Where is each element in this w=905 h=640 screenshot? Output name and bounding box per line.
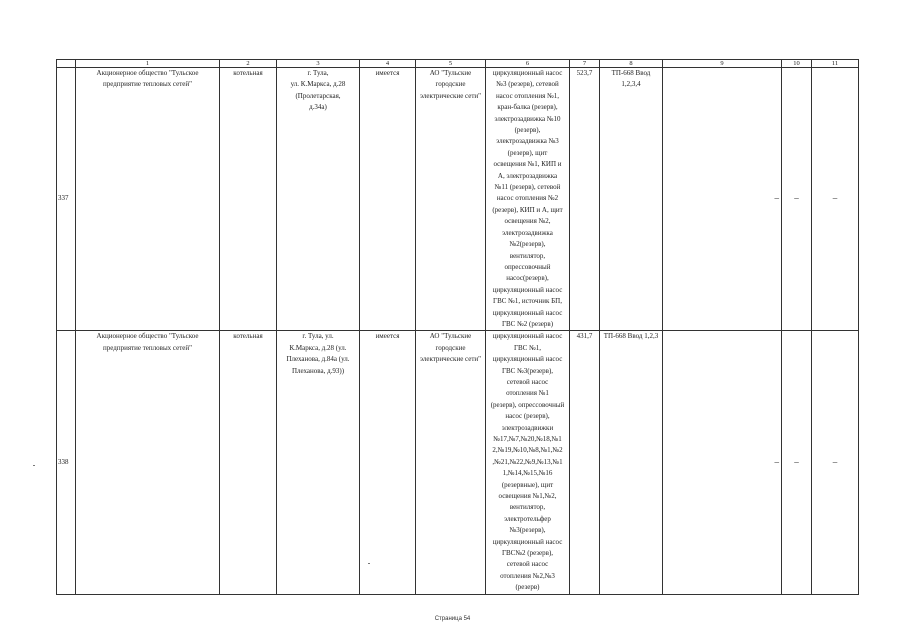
organization-cell: Акционерное общество "Тульское предприятие тепловых сетей" (76, 331, 220, 594)
object-type-cell: котельная (220, 331, 277, 594)
scan-speck (368, 563, 370, 564)
substation-cell: ТП-668 Ввод 1,2,3,4 (600, 68, 663, 331)
availability-cell: имеется (360, 331, 416, 594)
supplier-cell: АО "Тульские городские электрические сети" (416, 68, 486, 331)
equipment-cell: циркуляционный насос ГВС №1, циркуляционный насос ГВС №3(резерв), сетевой насос отопления №1 (резерв), опрессовочный насос (резерв), электрозадвижки №17,№7,№20,№18,№1 2,№19,№10,№8,№1,№2 ,№21,№22,№9,№13,№1 1,№14,№15,№16 (резервные), щит освещения №1,№2, вентилятор, электротельфер №3(резерв), циркуляционный насос ГВС№2 (резерв), сетевой насос отопления №2,№3 (резерв) (486, 331, 570, 594)
header-cell: 8 (600, 60, 663, 68)
address-cell: г. Тула, ул. К.Маркса, д.28 (ул. Плеханова, д.84а (ул. Плеханова, д.93)) (277, 331, 360, 594)
col11-cell: – (812, 68, 859, 331)
substation-cell: ТП-668 Ввод 1,2,3 (600, 331, 663, 594)
power-cell: 523,7 (570, 68, 600, 331)
header-cell: 3 (277, 60, 360, 68)
row-index: 337 (57, 68, 76, 331)
equipment-cell: циркуляционный насос №3 (резерв), сетевой насос отопления №1, кран-балка (резерв), электрозадвижка №10 (резерв), электрозадвижка №3 (резерв), щит освещения №1, КИП и А, электрозадвижка №11 (резерв), сетевой насос отопления №2 (резерв), КИП и А, щит освещения №2, электрозадвижка №2(резерв), вентилятор, опрессовочный насос(резерв), циркуляционный насос ГВС №1, источник БП, циркуляционный насос ГВС №2 (резерв) (486, 68, 570, 331)
header-cell: 1 (76, 60, 220, 68)
header-cell: 2 (220, 60, 277, 68)
object-type-cell: котельная (220, 68, 277, 331)
scan-speck (33, 465, 35, 466)
organization-cell: Акционерное общество "Тульское предприятие тепловых сетей" (76, 68, 220, 331)
address-cell: г. Тула, ул. К.Маркса, д.28 (Пролетарская, д.34а) (277, 68, 360, 331)
col9-cell: – (663, 331, 782, 594)
power-cell: 431,7 (570, 331, 600, 594)
document-table (56, 59, 859, 595)
header-cell: 9 (663, 60, 782, 68)
table-row (57, 331, 859, 594)
table-row (57, 68, 859, 331)
header-cell: 5 (416, 60, 486, 68)
page-number: Страница 54 (434, 616, 471, 622)
header-cell-index (57, 60, 76, 68)
col10-cell: – (782, 68, 812, 331)
header-cell: 7 (570, 60, 600, 68)
col11-cell: – (812, 331, 859, 594)
supplier-cell: АО "Тульские городские электрические сети" (416, 331, 486, 594)
header-cell: 10 (782, 60, 812, 68)
col9-cell: – (663, 68, 782, 331)
header-cell: 11 (812, 60, 859, 68)
header-cell: 6 (486, 60, 570, 68)
availability-cell: имеется (360, 68, 416, 331)
row-index: 338 (57, 331, 76, 594)
header-cell: 4 (360, 60, 416, 68)
col10-cell: – (782, 331, 812, 594)
column-number-row (57, 60, 859, 68)
